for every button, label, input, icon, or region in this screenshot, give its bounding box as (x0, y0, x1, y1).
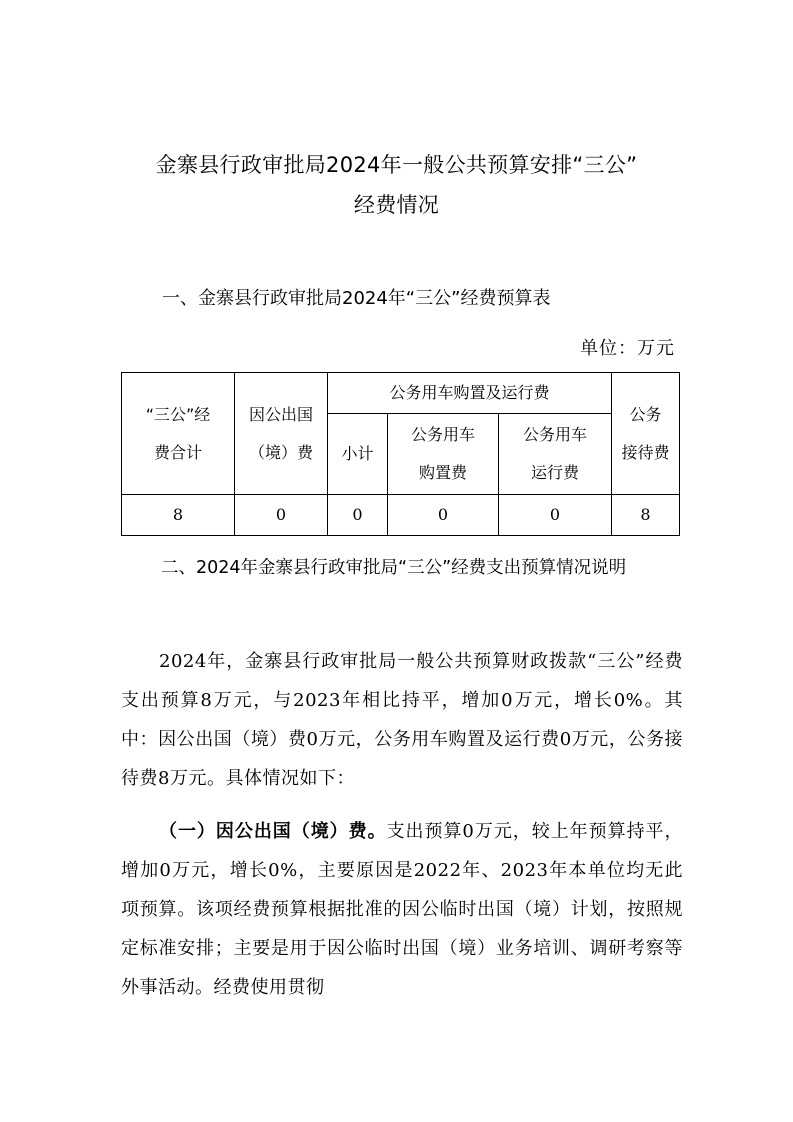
unit-label: 单位：万元 (580, 338, 675, 359)
paragraph-abroad-expense (121, 812, 683, 1007)
three-public-budget-table (121, 372, 680, 536)
table-row (122, 495, 680, 536)
value-vehicle-operation: 0 (499, 495, 612, 536)
title-line-1: 金寨县行政审批局2024年一般公共预算安排“三公” (155, 153, 638, 177)
header-subtotal: 小计 (328, 414, 388, 495)
value-reception: 8 (612, 495, 680, 536)
value-abroad: 0 (235, 495, 328, 536)
document-title (100, 145, 693, 225)
paragraph-overview: 2024年，金寨县行政审批局一般公共预算财政拨款“三公”经费支出预算8万元，与2023年相比持平，增加0万元，增长0%。其中：因公出国（境）费0万元，公务用车购置及运行费0万元，公务接待费8万元。具体情况如下： (121, 651, 683, 789)
header-reception: 公务 接待费 (612, 373, 680, 495)
paragraph-body: 支出预算0万元，较上年预算持平，增加0万元，增长0%，主要原因是2022年、2023年本单位均无此项预算。该项经费预算根据批准的因公临时出国（境）计划，按照规定标准安排；主要是用于因公临时出国（境）业务培训、调研考察等外事活动。经费使用贯彻 (121, 821, 683, 998)
header-vehicle-operation: 公务用车 运行费 (499, 414, 612, 495)
value-total: 8 (122, 495, 235, 536)
value-vehicle-purchase: 0 (388, 495, 499, 536)
header-vehicle-purchase: 公务用车 购置费 (388, 414, 499, 495)
value-subtotal: 0 (328, 495, 388, 536)
title-line-2: 经费情况 (353, 193, 440, 217)
section-1-heading: 一、金寨县行政审批局2024年“三公”经费预算表 (162, 288, 551, 309)
header-vehicle-group: 公务用车购置及运行费 (328, 373, 612, 414)
paragraph-lead: （一）因公出国（境）费。 (159, 821, 387, 842)
header-total: “三公”经 费合计 (122, 373, 235, 495)
header-abroad: 因公出国 （境）费 (235, 373, 328, 495)
section-2-heading: 二、2024年金寨县行政审批局“三公”经费支出预算情况说明 (161, 558, 627, 578)
